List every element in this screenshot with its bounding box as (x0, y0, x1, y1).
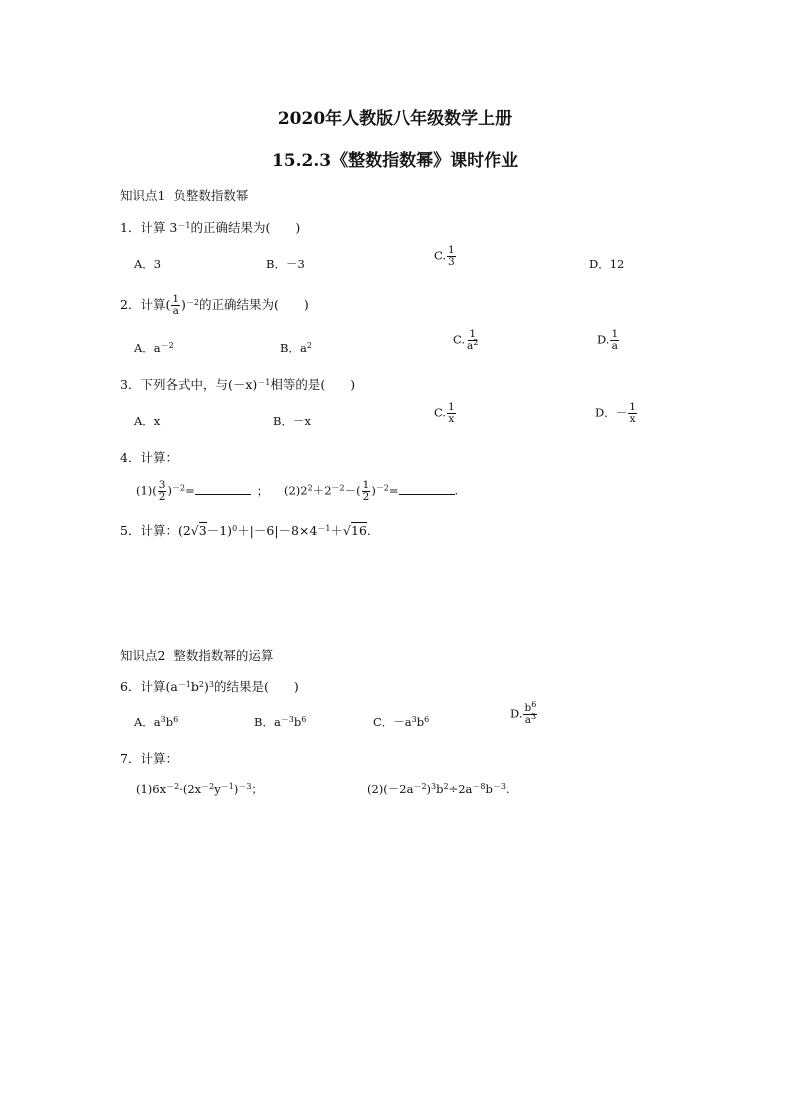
question-2: 2．计算( $\frac{1}{a}$ )$^{-2}$的正确结果为( ) (120, 293, 309, 318)
question-3: 3．下列各式中，与$(-x)^{-1}$相等的是( ) (120, 377, 356, 392)
fraction: $\frac{1}{a}$ (172, 293, 180, 318)
page-subtitle: 15.2.3《整数指数幂》课时作业 (271, 151, 519, 171)
q3-option-b: B．－x (273, 414, 311, 428)
q2-option-c: C. $\frac{1}{a^2}$ (453, 328, 479, 353)
page-title: 2020年人教版八年级数学上册 (277, 109, 513, 129)
question-6: 6．计算$(a^{-1}b^2)^3$的结果是( ) (120, 679, 299, 694)
question-1: 1．计算 $3^{-1}$的正确结果为( ) (120, 220, 301, 235)
q3-option-d: D．－ $\frac{1}{x}$ (595, 401, 636, 426)
question-4: 4．计算： (120, 450, 178, 465)
q3-option-c: C. $\frac{1}{x}$ (434, 401, 455, 426)
fraction: $\frac{1}{a}$ (611, 328, 619, 353)
q1-option-a: A．3 (134, 257, 162, 271)
section-heading-1: 知识点1 负整数指数幂 (120, 188, 249, 203)
q1-option-b: B．－3 (266, 257, 305, 271)
q2-option-d: D. $\frac{1}{a}$ (597, 328, 619, 353)
q4-part-1: (1)( $\frac{3}{2}$ )$^{-2}$= ； (136, 479, 269, 504)
q3-option-a: A．x (134, 414, 161, 428)
q7-part-2: $(2)(-2a^{-2})^3b^2\div 2a^{-8}b^{-3}$. (367, 782, 510, 796)
q1-option-c: C. $\frac{1}{3}$ (434, 244, 455, 269)
fraction: $\frac{3}{2}$ (158, 479, 166, 504)
q4-part-2: $(2)2^2+2^{-2}-$( $\frac{1}{2}$ )$^{-2}$= . (284, 479, 459, 504)
section-heading-2: 知识点2 整数指数幂的运算 (120, 648, 274, 663)
question-7: 7．计算： (120, 751, 178, 766)
fraction: $\frac{1}{2}$ (362, 479, 370, 504)
answer-blank[interactable] (399, 493, 455, 495)
q6-option-b: B．$a^{-3}b^6$ (254, 715, 307, 729)
q6-option-c: C．$-a^3b^6$ (373, 715, 430, 729)
fraction: $\frac{1}{3}$ (448, 244, 455, 269)
q6-option-a: A．$a^3b^6$ (134, 715, 179, 729)
question-5: 5．计算：$(2√3-1)^0+|-6|-8\times 4^{-1}+√16$. (120, 523, 371, 538)
fraction: $\frac{b^6}{a^3}$ (524, 700, 537, 727)
q2-option-b: B．$a^2$ (280, 341, 312, 355)
fraction: $\frac{1}{x}$ (629, 401, 636, 426)
fraction: $\frac{1}{a^2}$ (467, 328, 479, 353)
q2-option-a: A．$a^{-2}$ (134, 341, 174, 355)
fraction: $\frac{1}{x}$ (448, 401, 455, 426)
q6-option-d: D. $\frac{b^6}{a^3}$ (510, 700, 537, 727)
q1-option-d: D．12 (589, 257, 625, 271)
q7-part-1: $(1)6x^{-2}\cdot(2x^{-2}y^{-1})^{-3}$； (136, 782, 263, 796)
answer-blank[interactable] (195, 493, 251, 495)
